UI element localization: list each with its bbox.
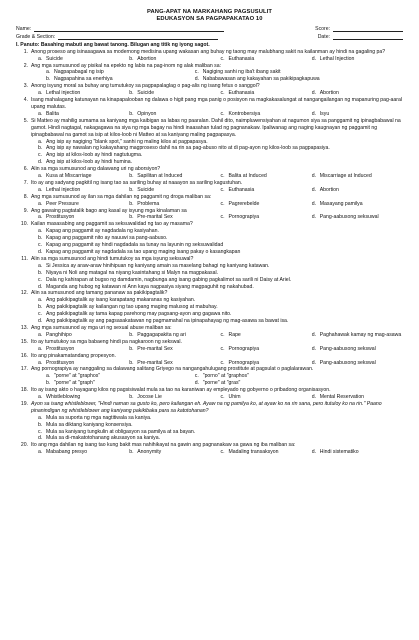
option-letter: b. xyxy=(129,110,134,117)
option-text: Pornograpiya xyxy=(228,214,260,221)
option-letter: a. xyxy=(38,414,43,421)
option-text: Pre-marital Sex xyxy=(137,214,173,221)
answer-option[interactable] xyxy=(129,111,220,118)
answer-option[interactable] xyxy=(46,380,195,387)
option-letter: b. xyxy=(129,200,134,207)
option-text: Masayang pamilya xyxy=(319,200,363,207)
option-text: Mula sa suporta ng mga nagtitiwala sa kaniya. xyxy=(46,414,152,421)
option-text: Niyaya ni Noli ang matagal na niyang kasintahang si Malyn na magpakasal. xyxy=(46,269,219,276)
option-letter: b. xyxy=(38,421,43,428)
answer-option[interactable] xyxy=(38,201,129,208)
option-letter: a. xyxy=(38,214,43,221)
option-text: Euthanasia xyxy=(228,90,255,97)
option-letter: c. xyxy=(38,152,42,159)
question xyxy=(16,442,403,456)
instruction: I. Panuto: Basahing mabuti ang bawat tanong. Bilugan ang titik ng iyong sagot. xyxy=(16,41,210,48)
answer-option[interactable] xyxy=(312,173,403,180)
answer-option[interactable] xyxy=(195,373,403,380)
answer-option[interactable] xyxy=(38,277,403,284)
answer-option[interactable] xyxy=(38,346,129,353)
option-letter: c. xyxy=(220,186,225,193)
answer-option[interactable] xyxy=(195,69,403,76)
grade-label: Grade & Section: xyxy=(16,33,56,40)
option-text: Mula sa kaniyang tungkulin at obligasyon sa pamilya at sa bayan. xyxy=(46,428,196,435)
option-letter: c. xyxy=(38,428,42,435)
option-letter: a. xyxy=(46,69,51,76)
option-letter: c. xyxy=(220,55,225,62)
option-text: Ang isip ay nawalan ng kakayahang magproseso dahil na rin sa pag-abuso nito at di pag-ayon ng kilos-loob sa pagpapasiya. xyxy=(46,145,330,152)
question-text: Isang mahalagang katunayan na kinapapalooban ng dalawa o higit pang mga panig o posisyon na magkakasalungat at nangangailangan ng mapanuring pag-aaral upang malutas. xyxy=(31,97,402,110)
option-text: Abortion xyxy=(319,186,339,193)
question xyxy=(16,366,403,387)
question xyxy=(16,401,403,442)
option-letter: a. xyxy=(38,138,43,145)
answer-option[interactable] xyxy=(38,311,403,318)
option-letter: d. xyxy=(311,214,317,221)
option-text: Nababawasan ang kakayahan sa pakikipagkapuwa xyxy=(202,76,320,83)
option-letter: b. xyxy=(129,331,134,338)
option-text: Opinyon xyxy=(137,110,157,117)
question-text: Alin sa mga sumusunod ang dalawang uri ng aborsiyon? xyxy=(31,166,161,173)
option-letter: a. xyxy=(38,55,43,62)
option-text: Uhim xyxy=(228,394,241,401)
option-letter: b. xyxy=(38,269,43,276)
answer-option[interactable] xyxy=(38,270,403,277)
question-list xyxy=(16,49,403,456)
option-letter: d. xyxy=(38,435,43,442)
option-letter: c. xyxy=(220,345,225,352)
answer-option[interactable] xyxy=(221,360,312,367)
answer-option[interactable] xyxy=(312,332,403,339)
option-letter: b. xyxy=(38,304,43,311)
option-text: Nagpapahina sa enerhiya xyxy=(54,76,113,83)
answer-option[interactable] xyxy=(38,318,403,325)
option-letter: b. xyxy=(129,55,134,62)
question xyxy=(16,208,403,222)
question xyxy=(16,325,403,339)
option-text: Ang pakikipagtalik ay ang pagsasakatawan ng pagmamahal na ipinapahayag ng mag-asawa sa bawat isa. xyxy=(46,318,289,325)
option-letter: c. xyxy=(220,173,225,180)
option-text: Sapilitan at Induced xyxy=(137,173,183,180)
option-text: Lethal Injection xyxy=(319,55,355,62)
answer-option[interactable] xyxy=(38,249,403,256)
answer-option[interactable] xyxy=(38,111,129,118)
option-letter: c. xyxy=(38,311,42,318)
option-letter: a. xyxy=(38,345,43,352)
answer-option[interactable] xyxy=(38,415,403,422)
question-text: Ang mga sumusunod ay pisikal na epekto ng labis na pag-inom ng alak maliban sa: xyxy=(31,62,222,69)
option-letter: a. xyxy=(38,173,43,180)
option-letter: d. xyxy=(311,186,317,193)
question-number: 20. xyxy=(20,442,28,449)
grade-field[interactable] xyxy=(58,34,218,40)
option-text: "porne" at "graph" xyxy=(54,380,95,387)
option-text: Prostitusyon xyxy=(46,359,75,366)
answer-option[interactable] xyxy=(129,346,220,353)
question-number: 8. xyxy=(23,193,28,200)
option-text: Anonymity xyxy=(137,449,162,456)
answer-option[interactable] xyxy=(38,422,403,429)
question-number: 2. xyxy=(23,62,28,69)
answer-option[interactable] xyxy=(312,56,403,63)
exam-title: PANG-APAT NA MARKAHANG PAGSUSULIT xyxy=(146,9,273,15)
option-text: Prostitusyon xyxy=(46,345,75,352)
question xyxy=(16,118,403,166)
option-letter: a. xyxy=(38,331,43,338)
question xyxy=(16,221,403,256)
question-text: Ito ang pinakamatandang propesyon. xyxy=(31,352,116,359)
answer-option[interactable] xyxy=(38,360,129,367)
option-letter: a. xyxy=(38,394,43,401)
question-text: Alin sa sumusunod ang tamang pananaw sa pakikipagtalik? xyxy=(31,290,168,297)
answer-option[interactable] xyxy=(312,214,403,221)
name-row xyxy=(16,26,403,33)
option-letter: d. xyxy=(38,318,43,325)
option-letter: a. xyxy=(38,186,43,193)
option-text: Ang isip ay nagiging "blank spot," sanhi ng maling kilos at pagpapasya. xyxy=(46,138,208,145)
option-letter: a. xyxy=(38,359,43,366)
question-text: Ito ay isang akto o hayagang kilos ng pagsisiwalat mula sa tao na karaniwan ay empleyado ng gobyerno o pribadong organisasyon. xyxy=(31,387,331,394)
option-text: Mental Reservation xyxy=(319,394,365,401)
option-text: Paghahawak kamay ng mag-asawa xyxy=(319,331,402,338)
option-text: "porno" at "graphos" xyxy=(202,373,249,380)
answer-option[interactable] xyxy=(38,297,403,304)
question xyxy=(16,339,403,353)
option-text: Balita at Induced xyxy=(228,173,267,180)
answer-option[interactable] xyxy=(312,360,403,367)
option-letter: a. xyxy=(46,373,51,380)
option-text: Pang-aabusong sekswal xyxy=(319,359,376,366)
option-text: Kapag ang paggamit nito ay nauuwi sa pang-aabuso. xyxy=(46,235,168,242)
answer-option[interactable] xyxy=(221,187,312,194)
option-text: Ang pakikipagtalik ay isang karapatang makaranas ng kasiyahan. xyxy=(46,297,196,304)
option-text: "porne" at "gras" xyxy=(202,380,241,387)
question-number: 7. xyxy=(23,179,28,186)
answer-option[interactable] xyxy=(221,394,312,401)
answer-option[interactable] xyxy=(129,360,220,367)
option-letter: c. xyxy=(220,90,225,97)
answer-option[interactable] xyxy=(38,173,129,180)
option-letter: d. xyxy=(194,76,200,83)
option-text: Dala ng kahirapan at bugso ng damdamin, nagbunga ang isang gabing pagkalimot sa sarili ni Daisy at Ariel. xyxy=(46,276,292,283)
option-text: Suicide xyxy=(137,186,155,193)
option-text: Kontrobersiya xyxy=(228,110,261,117)
option-letter: b. xyxy=(129,214,134,221)
answer-option[interactable] xyxy=(38,56,129,63)
option-text: Ang isip at kilos-loob ay hindi nagtutugma. xyxy=(46,152,143,159)
subject-title: EDUKASYON SA PAGPAPAKATAO 10 xyxy=(156,16,263,22)
answer-option[interactable] xyxy=(312,394,403,401)
question-number: 9. xyxy=(23,207,28,214)
question-text: Ito ang mga dahilan ng isang tao kung bakit mas nahihikayat na gawin ang pagnanakaw sa gawa ng iba maliban sa: xyxy=(31,442,296,449)
question xyxy=(16,353,403,367)
question-number: 12. xyxy=(20,290,28,297)
option-letter: d. xyxy=(311,345,317,352)
option-letter: c. xyxy=(220,331,225,338)
option-letter: d. xyxy=(38,249,43,255)
option-text: Panghihipo xyxy=(46,331,72,338)
question xyxy=(16,180,403,194)
option-text: Jocose Lie xyxy=(137,394,162,401)
option-letter: a. xyxy=(38,90,43,97)
answer-option[interactable] xyxy=(129,56,220,63)
option-letter: b. xyxy=(46,76,51,83)
answer-option[interactable] xyxy=(195,380,403,387)
option-text: Nagpapabagal ng isip xyxy=(54,69,104,76)
question-number: 17. xyxy=(20,366,28,373)
question-text: Ito ay ang sadyang pagkitil ng isang tao sa sariling buhay at naaayon sa sariling kagustuhan. xyxy=(31,179,243,186)
option-letter: d. xyxy=(311,173,317,180)
option-letter: d. xyxy=(311,200,317,207)
name-label: Name: xyxy=(16,26,32,32)
option-text: Isyu xyxy=(319,110,330,117)
option-letter: c. xyxy=(38,242,42,249)
question-text: Ang mga sumusunod ay mga uri ng sexual abuse maliban sa: xyxy=(31,324,172,331)
option-letter: d. xyxy=(311,110,317,117)
question xyxy=(16,290,403,325)
answer-option[interactable] xyxy=(38,284,403,291)
option-letter: d. xyxy=(311,449,317,456)
answer-option[interactable] xyxy=(38,235,403,242)
question-number: 3. xyxy=(23,83,28,90)
answer-option[interactable] xyxy=(221,332,312,339)
option-text: Pang-aabusong seksuwal xyxy=(319,214,379,221)
option-letter: d. xyxy=(311,90,317,97)
question xyxy=(16,194,403,208)
option-letter: b. xyxy=(129,186,134,193)
option-text: Lethal injection xyxy=(46,186,81,193)
option-letter: b. xyxy=(46,380,51,387)
answer-option[interactable] xyxy=(221,449,312,456)
option-letter: c. xyxy=(220,110,225,117)
option-text: Lethal injection xyxy=(46,90,81,97)
option-text: Kapag ang paggamit ay nagdadala sa tao upang maging isang pakay o kasangkapan xyxy=(46,249,241,255)
question-text: Ang gawaing pagtatalik bago ang kasal ay isyung mga kinalaman sa xyxy=(31,207,187,214)
option-text: Maganda ang hubog ng katawan ni Ann kaya nagpasiya siyang magpaguhit ng nakahubad. xyxy=(46,283,254,290)
option-text: Problema xyxy=(137,200,160,207)
option-text: Euthanasia xyxy=(228,186,255,193)
name-field[interactable] xyxy=(34,26,224,32)
option-letter: c. xyxy=(220,394,225,401)
option-letter: d. xyxy=(38,159,43,166)
option-letter: a. xyxy=(38,297,43,304)
question xyxy=(16,63,403,84)
answer-option[interactable] xyxy=(129,90,220,97)
question-text: Ito ay tumutukoy sa mga babaeng hindi pa nagkaroon ng sekswal. xyxy=(31,338,182,345)
answer-option[interactable] xyxy=(129,332,220,339)
answer-option[interactable] xyxy=(312,90,403,97)
option-text: Ang isip at kilos-loob ay hindi humina. xyxy=(46,159,133,166)
option-text: Pornograpiya xyxy=(228,345,260,352)
option-text: "porne" at "graphos" xyxy=(54,373,101,380)
answer-option[interactable] xyxy=(129,201,220,208)
answer-option[interactable] xyxy=(38,187,129,194)
option-text: Mula sa di-makatotohanang akusasyon sa kaniya. xyxy=(46,435,161,442)
question-text: Ang pornograpiya ay nanggaling sa dalawang salitang Griyego na nangangahulugang prostitute at pagsulat o paglalarawan. xyxy=(31,366,314,373)
question xyxy=(16,387,403,401)
option-letter: a. xyxy=(38,262,43,269)
option-text: Kusa at Miscarriage xyxy=(46,173,92,180)
answer-option[interactable] xyxy=(221,214,312,221)
question-number: 13. xyxy=(20,324,28,331)
question-number: 10. xyxy=(20,221,28,228)
answer-option[interactable] xyxy=(38,242,403,249)
question-number: 15. xyxy=(20,338,28,345)
option-letter: d. xyxy=(38,283,43,290)
option-text: Mula sa diktang kaniyang konsensiya. xyxy=(46,421,133,428)
answer-option[interactable] xyxy=(129,187,220,194)
option-text: Si Jessica ay araw-araw hinihipuan ng kaniyang amain sa maselang bahagi ng kaniyang katawan. xyxy=(46,262,270,269)
option-letter: c. xyxy=(38,276,42,283)
question xyxy=(16,49,403,63)
question-text: Alin sa mga sumusunod ang hindi tumutukoy sa mga isyung seksuwal? xyxy=(31,255,194,262)
option-text: Pre-marital Sex xyxy=(137,345,173,352)
answer-option[interactable] xyxy=(312,201,403,208)
option-text: Prostitusyon xyxy=(46,214,75,221)
option-letter: d. xyxy=(311,394,317,401)
option-letter: b. xyxy=(129,359,134,366)
question-number: 1. xyxy=(23,48,28,55)
question-number: 6. xyxy=(23,166,28,173)
answer-option[interactable] xyxy=(221,201,312,208)
answer-option[interactable] xyxy=(46,373,195,380)
score-label: Score: xyxy=(315,26,330,32)
option-text: Peer Pressure xyxy=(46,200,79,207)
option-text: Madaling transaksyon xyxy=(228,449,279,456)
answer-option[interactable] xyxy=(129,394,220,401)
question-text: Ang mga sumusunod ay ilan sa mga dahilan ng paggamit ng droga maliban sa: xyxy=(31,193,212,200)
option-letter: b. xyxy=(38,235,43,242)
option-text: Kapag ang paggamit ay nagdadala ng kasiyahan. xyxy=(46,228,159,235)
answer-option[interactable] xyxy=(221,173,312,180)
answer-option[interactable] xyxy=(38,263,403,270)
answer-option[interactable] xyxy=(312,449,403,456)
option-text: Abortion xyxy=(319,90,339,97)
option-letter: b. xyxy=(129,173,134,180)
option-letter: b. xyxy=(129,345,134,352)
question-number: 11. xyxy=(21,255,28,262)
answer-option[interactable] xyxy=(38,159,403,166)
option-text: Ang pakikipagtalik ay tama kapag parehong may pagsang-ayon ang gagawa nito. xyxy=(46,311,232,318)
score-field[interactable] xyxy=(333,26,403,32)
option-text: Miscarriage at Induced xyxy=(319,173,372,180)
answer-option[interactable] xyxy=(129,449,220,456)
question-text: Ayon sa isang whistleblower, "Hindi naman sa gusto ko, pero kailangan eh. Ayaw na ng pamilya ko, at ayaw ko na rin sana, pero itutuloy ko na rin." Paano pinanindigan ng whistleblower ang kaniyang pakikibaka para sa katotohanan? xyxy=(31,400,382,414)
answer-option[interactable] xyxy=(38,304,403,311)
answer-option[interactable] xyxy=(129,173,220,180)
answer-option[interactable] xyxy=(312,187,403,194)
date-field[interactable] xyxy=(333,34,403,40)
option-text: Suicide xyxy=(46,55,63,62)
option-text: Suicide xyxy=(137,90,155,97)
question-number: 16. xyxy=(20,352,28,359)
answer-option[interactable] xyxy=(38,139,403,146)
option-letter: a. xyxy=(38,228,43,235)
question xyxy=(16,166,403,180)
option-letter: d. xyxy=(311,331,317,338)
question-number: 5. xyxy=(23,117,28,124)
option-text: Paggagapakita ng ari xyxy=(137,331,186,338)
option-letter: a. xyxy=(38,449,43,456)
question xyxy=(16,97,403,118)
option-letter: c. xyxy=(194,373,199,380)
option-letter: c. xyxy=(220,359,225,366)
answer-option[interactable] xyxy=(38,435,403,442)
question-number: 18. xyxy=(20,387,28,394)
answer-option[interactable] xyxy=(46,76,195,83)
question-text: Si Matteo ay mahilig sumama sa kaniyang mga kaibigan sa labas ng paaralan. Dahil dito, naimpluwensiyahan at nagumon siya sa panggamit ng ipinagbabawal na gamot. Hindi nagtagal, nakagagawa na siya ng mga bagay na hindi inaasahan tulad ng pagnanakaw. Ipaliwanag ang naging kaugnayan ng paggamit ng ipinagbabawal na gamot sa isip at kilos-loob ni Matteo at sa kaniyang maling pagpapasya. xyxy=(31,117,401,138)
answer-option[interactable] xyxy=(38,332,129,339)
answer-option[interactable] xyxy=(38,228,403,235)
option-text: Nagiging sanhi ng iba't ibang sakit xyxy=(202,69,281,76)
answer-option[interactable] xyxy=(38,429,403,436)
option-text: Rape xyxy=(228,331,241,338)
answer-option[interactable] xyxy=(195,76,403,83)
answer-option[interactable] xyxy=(312,346,403,353)
option-text: Whistleblowing xyxy=(46,394,81,401)
question-text: Anong isyung moral sa buhay ang tumutukoy sa pagpapalaglag o pag-alis ng isang fetus o sanggol? xyxy=(31,83,260,90)
option-text: Abortion xyxy=(137,55,157,62)
option-text: Ang pakikipagtalik ay kailangan ng tao upang maging malusog at mabuhay. xyxy=(46,304,218,311)
answer-option[interactable] xyxy=(221,346,312,353)
option-letter: a. xyxy=(38,200,43,207)
option-letter: b. xyxy=(129,394,134,401)
answer-option[interactable] xyxy=(38,90,129,97)
option-text: Pornograpiya xyxy=(228,359,260,366)
answer-option[interactable] xyxy=(38,145,403,152)
option-letter: c. xyxy=(194,69,199,76)
option-letter: d. xyxy=(311,359,317,366)
option-letter: d. xyxy=(311,55,317,62)
answer-option[interactable] xyxy=(38,394,129,401)
answer-option[interactable] xyxy=(312,111,403,118)
question-number: 4. xyxy=(23,97,28,104)
answer-option[interactable] xyxy=(221,56,312,63)
option-text: Mababang presyo xyxy=(46,449,88,456)
question-text: Kailan masasabing ang paggamit sa seksuwalidad ng tao ay masama? xyxy=(31,221,193,228)
option-text: Pagrerebelde xyxy=(228,200,260,207)
answer-option[interactable] xyxy=(38,152,403,159)
option-letter: b. xyxy=(129,449,134,456)
date-label: Date: xyxy=(317,33,330,40)
option-letter: d. xyxy=(194,380,200,387)
option-text: Euthanasia xyxy=(228,55,255,62)
answer-option[interactable] xyxy=(38,214,129,221)
option-letter: c. xyxy=(220,200,225,207)
answer-option[interactable] xyxy=(221,111,312,118)
option-text: Pre-marital Sex xyxy=(137,359,173,366)
grade-row xyxy=(16,34,403,41)
question xyxy=(16,83,403,97)
option-text: Pang-aabusong sekswal xyxy=(319,345,376,352)
answer-option[interactable] xyxy=(46,69,195,76)
answer-option[interactable] xyxy=(221,90,312,97)
question xyxy=(16,256,403,291)
option-text: Kapag ang paggamit ay hindi nagdadala sa tunay na layunin ng seksuwalidad xyxy=(46,242,224,249)
option-text: Balita xyxy=(46,110,59,117)
option-letter: c. xyxy=(220,449,225,456)
question-number: 19. xyxy=(20,400,28,407)
option-letter: c. xyxy=(220,214,225,221)
option-letter: b. xyxy=(38,145,43,152)
option-letter: a. xyxy=(38,110,43,117)
question-text: Anong proseso ang isinasagawa sa modernong medisina upang wakasan ang buhay ng taong may malubhang sakit na kailanman ay hindi na gagaling pa? xyxy=(31,48,386,55)
option-text: Hindi sistematiko xyxy=(319,449,359,456)
answer-option[interactable] xyxy=(129,214,220,221)
option-letter: b. xyxy=(129,90,134,97)
answer-option[interactable] xyxy=(38,449,129,456)
